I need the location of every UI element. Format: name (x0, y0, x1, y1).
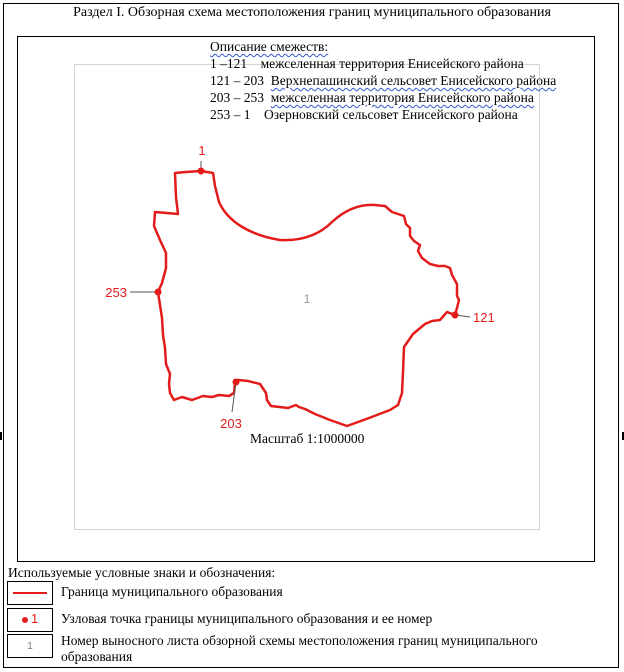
node-label-1: 1 (198, 143, 206, 158)
adjacency-row-3: 203 – 253 межселенная территория Енисейского района (210, 90, 534, 105)
node-point-253 (105, 285, 161, 300)
legend-symbol-sheet-number (7, 634, 53, 658)
legend-sheet-number: 1 (27, 641, 33, 652)
node-point-1 (198, 143, 206, 175)
node-label-121: 121 (473, 310, 495, 325)
sheet-number-label: 1 (303, 292, 311, 306)
legend-symbol-boundary (7, 581, 53, 605)
node-point-icon (22, 617, 28, 623)
boundary-line-icon (13, 592, 47, 594)
section-title: Раздел I. Обзорная схема местоположения границ муниципального образования (73, 5, 551, 20)
adjacency-row-2: 121 – 203 Верхнепашинский сельсовет Енисейского района (210, 73, 557, 88)
node-label-203: 203 (220, 416, 242, 431)
legend-symbol-node-point (7, 608, 53, 632)
adjacency-row-1: 1 –121 межселенная территория Енисейского района (210, 56, 524, 71)
node-point-203 (220, 379, 242, 432)
adjacency-heading: Описание смежеств: (210, 39, 329, 54)
legend-text-node-point: Узловая точка границы муниципального образования и ее номер (61, 611, 433, 626)
legend-text-boundary: Граница муниципального образования (61, 584, 283, 599)
legend-node-number: 1 (31, 611, 39, 626)
adjacency-row-4: 253 – 1 Озерновский сельсовет Енисейского района (210, 107, 518, 122)
node-label-253: 253 (105, 285, 127, 300)
legend-text-sheet-number: Номер выносного листа обзорной схемы местоположения границ муниципального образования (61, 633, 538, 664)
map-scale: Масштаб 1:1000000 (250, 431, 365, 446)
node-point-121 (452, 310, 495, 325)
legend-title: Используемые условные знаки и обозначения: (8, 565, 276, 580)
